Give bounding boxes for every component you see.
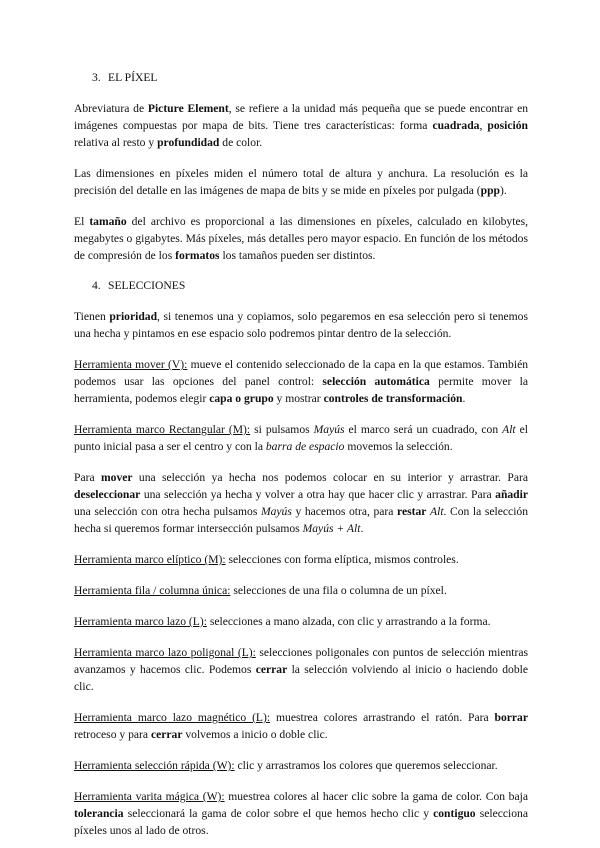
paragraph-selection-ops: Para mover una selección ya hecha nos podemos colocar en su interior y arrastrar. Para deseleccionar una selección ya hecha y volver a otra hay que hacer clic y arrastrar. Para añadir una selección con otra hecha pulsamos Mayús y hacemos otra, para restar Alt. Con la selección hecha si queremos formar intersección pulsamos Mayús + Alt. (74, 471, 529, 535)
paragraph-move-tool: Herramienta mover (V): mueve el contenido seleccionado de la capa en la que estamos. También podemos usar las opciones del panel control: selección automática permite mover la herramienta, podemos elegir capa o grupo y mostrar controles de transformación. (74, 358, 529, 405)
section-title: EL PÍXEL (108, 71, 158, 84)
section-number: 4. (92, 279, 101, 292)
paragraph-file-size: El tamaño del archivo es proporcional a las dimensiones en píxeles, calculado en kilobytes, megabytes o gigabytes. Más píxeles, más detalles pero mayor espacio. En función de los métodos de compresión de los formatos los tamaños pueden ser distintos. (74, 215, 528, 262)
paragraph-single-row-column: Herramienta fila / columna única: selecciones de una fila o columna de un píxel. (74, 584, 447, 597)
paragraph-rect-marquee: Herramienta marco Rectangular (M): si pulsamos Mayús el marco será un cuadrado, con Alt el punto inicial pasa a ser el centro y con la barra de espacio movemos la selección. (74, 423, 529, 453)
paragraph-quick-selection: Herramienta selección rápida (W): clic y arrastramos los colores que queremos seleccionar. (74, 759, 498, 772)
section-title: SELECCIONES (108, 279, 186, 292)
paragraph-priority: Tienen prioridad, si tenemos una y copiamos, solo pegaremos en esa selección pero si tenemos una hecha y pintamos en ese espacio solo podremos pintar dentro de la selección. (74, 310, 528, 340)
paragraph-elliptical-marquee: Herramienta marco elíptico (M): selecciones con forma elíptica, mismos controles. (74, 553, 459, 566)
section-heading-selecciones (92, 278, 528, 294)
paragraph-pixel-definition: Abreviatura de Picture Element, se refiere a la unidad más pequeña que se puede encontrar en imágenes compuestas por mapa de bits. Tiene tres características: forma cuadrada, posición relativa al resto y profundidad de color. (74, 102, 529, 149)
section-number: 3. (92, 71, 101, 84)
paragraph-polygonal-lasso: Herramienta marco lazo poligonal (L): selecciones poligonales con puntos de selección mientras avanzamos y hacemos clic. Podemos cerrar la selección volviendo al inicio o haciendo doble clic. (74, 646, 528, 693)
section-heading-pixel (92, 70, 528, 86)
paragraph-magnetic-lasso: Herramienta marco lazo magnético (L): muestrea colores arrastrando el ratón. Para borrar retroceso y para cerrar volvemos a inicio o doble clic. (74, 711, 528, 741)
paragraph-magic-wand: Herramienta varita mágica (W): muestrea colores al hacer clic sobre la gama de color. Con baja tolerancia seleccionará la gama de color sobre el que hemos hecho clic y contiguo selecciona píxeles unos al lado de otros. (74, 790, 528, 837)
paragraph-lasso: Herramienta marco lazo (L): selecciones a mano alzada, con clic y arrastrando a la forma. (74, 615, 491, 628)
paragraph-pixel-dimensions: Las dimensiones en píxeles miden el número total de altura y anchura. La resolución es la precisión del detalle en las imágenes de mapa de bits y se mide en píxeles por pulgada (ppp). (74, 167, 528, 197)
